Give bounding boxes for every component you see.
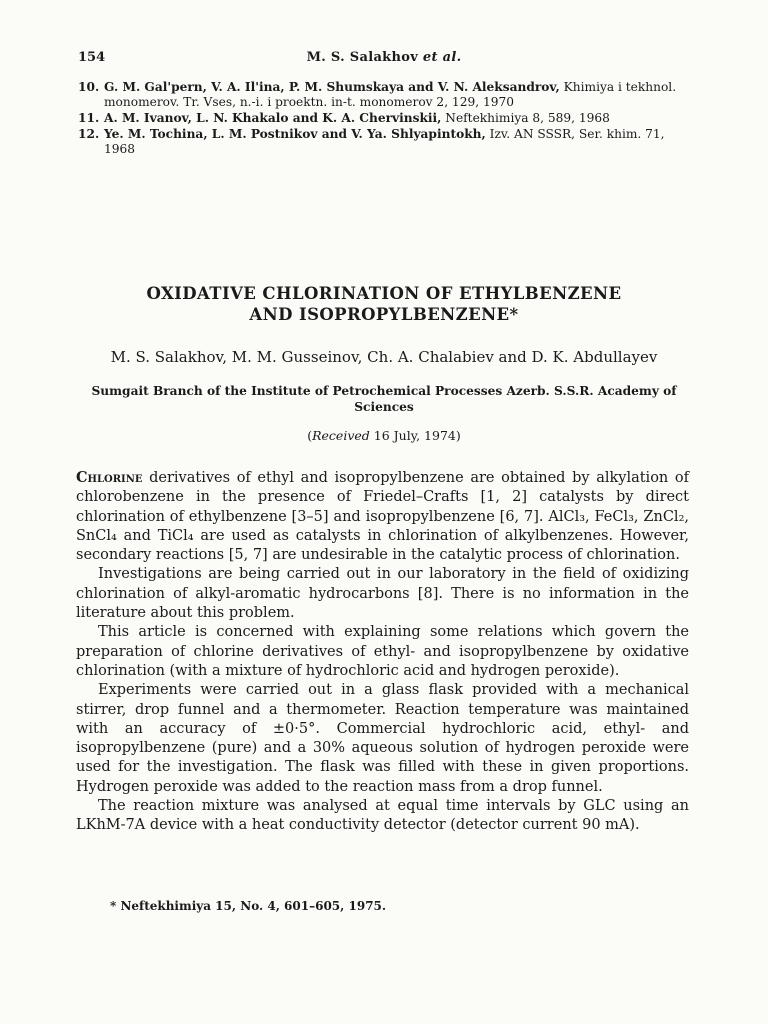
reference-number: 10. [78,80,100,94]
body-paragraph: The reaction mixture was analysed at equal time intervals by GLC using an LKhM-7A device with a heat conductivity detector (detector current 90 mA). [76,798,689,834]
page-number: 154 [78,50,106,65]
reference-number: 12. [78,127,100,141]
running-head-author: M. S. Salakhov [306,50,419,65]
reference-item [78,80,690,110]
article-title-line2: AND ISOPROPYLBENZENE* [249,305,519,324]
reference-authors: Ye. M. Tochina, L. M. Postnikov and V. Ya. Shlyapintokh, [104,127,486,141]
running-head [78,50,690,65]
body-paragraph: Experiments were carried out in a glass flask provided with a mechanical stirrer, drop funnel and a thermometer. Reaction temperature was maintained with an accuracy of ±0·5°. Commercial hydrochloric acid, ethyl- and isopropylbenzene (pure) and a 30% aqueous solution of hydrogen peroxide were used for the investigation. The flask was filled with these in given proportions. Hydrogen peroxide was added to the reaction mass from a drop funnel. [76,682,689,795]
article-affiliation: Sumgait Branch of the Institute of Petrochemical Processes Azerb. S.S.R. Academy of Sciences [91,384,677,414]
reference-source: Izv. AN SSSR, Ser. khim. 71, 1968 [104,127,665,156]
received-date: 16 July, 1974 [373,428,456,443]
running-head-etal: et al. [422,50,462,65]
article-body [76,468,689,836]
reference-source: Khimiya i tekhnol. monomerov. Tr. Vses, n.-i. i proektn. in-t. monomerov 2, 129, 1970 [104,80,677,109]
article-authors: M. S. Salakhov, M. M. Gusseinov, Ch. A. Chalabiev and D. K. Abdullayev [110,348,658,366]
reference-item [78,111,690,126]
lead-word: Chlorine [76,469,143,486]
article-title-line1: OXIDATIVE CHLORINATION OF ETHYLBENZENE [146,284,622,303]
body-paragraph: This article is concerned with explaining some relations which govern the preparation of chlorine derivatives of ethyl- and isopropylbenzene by oxidative chlorination (with a mixture of hydrochloric acid and hydrogen peroxide). [76,624,689,679]
received-label: Received [312,428,370,443]
reference-number: 11. [78,111,100,125]
footnote: * Neftekhimiya 15, No. 4, 601–605, 1975. [110,899,387,913]
body-paragraph [76,468,689,565]
reference-authors: A. M. Ivanov, L. N. Khakalo and K. A. Chervinskii, [104,111,442,125]
body-paragraph: Investigations are being carried out in our laboratory in the field of oxidizing chlorination of alkyl-aromatic hydrocarbons [8]. There is no information in the literature about this problem. [76,566,689,622]
article-title [78,283,690,325]
reference-item [78,127,690,157]
paragraph-text: derivatives of ethyl and isopropylbenzene are obtained by alkylation of chlorobenzene in the presence of Friedel–Crafts [1, 2] catalysts by direct chlorination of ethylbenzene [3–5] and isopropylbenzene [6, 7]. AlCl₃, FeCl₃, ZnCl₂, SnCl₄ and TiCl₄ are used as catalysts in chlorination of alkylbenzenes. However, secondary reactions [5, 7] are undesirable in the catalytic process of chlorination. [76,470,689,564]
received-date-line: (Received 16 July, 1974) [307,428,461,443]
page-header [78,50,690,70]
reference-list [78,80,690,158]
reference-source: Neftekhimiya 8, 589, 1968 [445,111,610,125]
reference-authors: G. M. Gal'pern, V. A. Il'ina, P. M. Shumskaya and V. N. Aleksandrov, [104,80,560,94]
